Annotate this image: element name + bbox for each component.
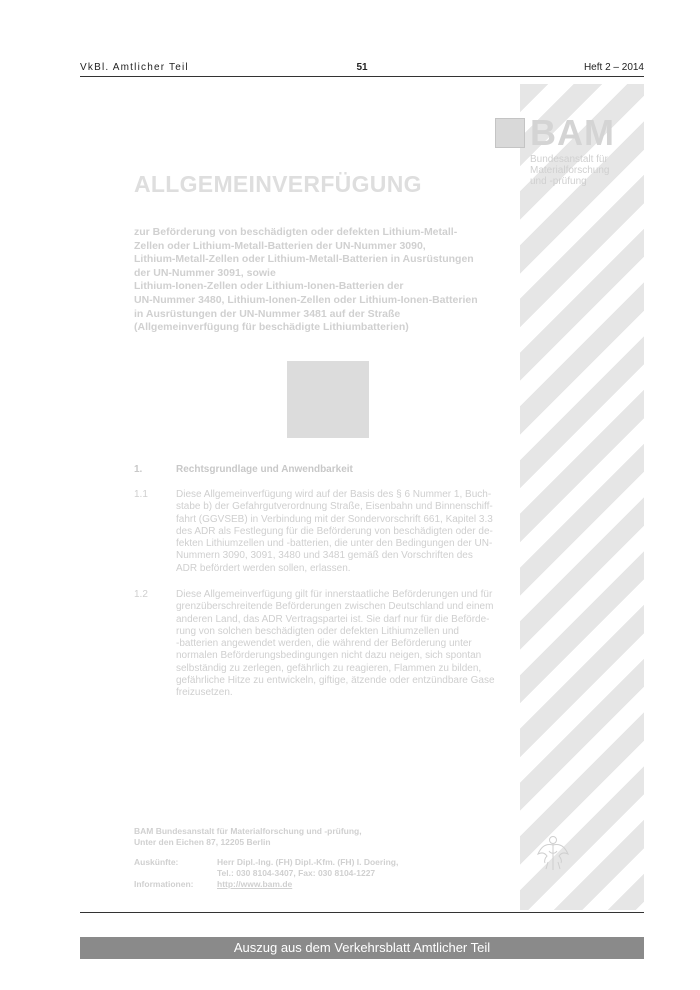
header-divider bbox=[80, 76, 644, 77]
page-number: 51 bbox=[356, 62, 368, 73]
federal-eagle-icon bbox=[536, 832, 570, 872]
contact-person: Herr Dipl.-Ing. (FH) Dipl.-Kfm. (FH) I. Doering, bbox=[217, 857, 399, 867]
section-number: 1. bbox=[134, 464, 143, 475]
bam-logo-square bbox=[495, 118, 525, 148]
image-placeholder bbox=[287, 361, 369, 438]
paragraph-number: 1.2 bbox=[134, 589, 148, 600]
contact-label: Auskünfte: bbox=[134, 857, 179, 867]
paragraph-text: Diese Allgemeinverfügung wird auf der Basis des § 6 Nummer 1, Buch- stabe b) der Gefahrgutverordnung Straße, Eisenbahn und Binnenschiff- fahrt (GGVSEB) in Verbindung mit der Sondervorschrift 661, Kapitel 3.3 des ADR als Festlegung für die Beförderung von beschädigten oder de- fekten Lithiumzellen und -batterien, die unter den Bedingungen der UN- Nummern 3090, 3091, 3480 und 3481 gemäß den Vorschriften des ADR befördert werden sollen, erlassen. bbox=[176, 489, 493, 574]
document-subtitle: zur Beförderung von beschädigten oder defekten Lithium-Metall- Zellen oder Lithium-Metall-Batterien der UN-Nummer 3090, Lithium-Metall-Zellen oder Lithium-Metall-Batterien in Ausrüstungen der UN-Nummer 3091, sowie Lithium-Ionen-Zellen oder Lithium-Ionen-Batterien der UN-Nummer 3480, Lithium-Ionen-Zellen oder Lithium-Ionen-Batterien in Ausrüstungen der UN-Nummer 3481 auf der Straße (Allgemeinverfügung für beschädigte Lithiumbatterien) bbox=[134, 226, 478, 334]
document-title: ALLGEMEINVERFÜGUNG bbox=[134, 171, 422, 197]
excerpt-banner: Auszug aus dem Verkehrsblatt Amtlicher Teil bbox=[80, 937, 644, 959]
page-header bbox=[80, 62, 644, 76]
journal-name: VkBl. Amtlicher Teil bbox=[80, 62, 189, 73]
contact-phone-fax: Tel.: 030 8104-3407, Fax: 030 8104-1227 bbox=[217, 868, 376, 878]
bam-logo-subtitle: Bundesanstalt für Materialforschung und -prüfung bbox=[530, 154, 610, 187]
diagonal-stripes-decoration bbox=[520, 84, 644, 910]
bam-logo: BAM bbox=[530, 112, 615, 153]
website-link[interactable]: http://www.bam.de bbox=[217, 879, 293, 889]
footer-divider bbox=[80, 912, 644, 913]
info-label: Informationen: bbox=[134, 879, 194, 889]
paragraph-number: 1.1 bbox=[134, 489, 148, 500]
issue-number: Heft 2 – 2014 bbox=[583, 62, 644, 73]
section-title: Rechtsgrundlage und Anwendbarkeit bbox=[176, 464, 353, 475]
publisher-address: BAM Bundesanstalt für Materialforschung und -prüfung, Unter den Eichen 87, 12205 Berlin bbox=[134, 826, 362, 847]
paragraph-text: Diese Allgemeinverfügung gilt für innerstaatliche Beförderungen und für grenzüberschreitende Beförderungen zwischen Deutschland und einem anderen Land, das ADR Vertragspartei ist. Sie darf nur für die Beförde- rung von solchen beschädigten oder defekten Lithiumzellen und -batterien angewendet werden, die während der Beförderung unter normalen Beförderungsbedingungen nicht dazu neigen, sich spontan selbständig zu zerlegen, gefährlich zu reagieren, Flammen zu bilden, gefährliche Hitze zu entwickeln, giftige, ätzende oder entzündbare Gase freizusetzen. bbox=[176, 589, 495, 699]
